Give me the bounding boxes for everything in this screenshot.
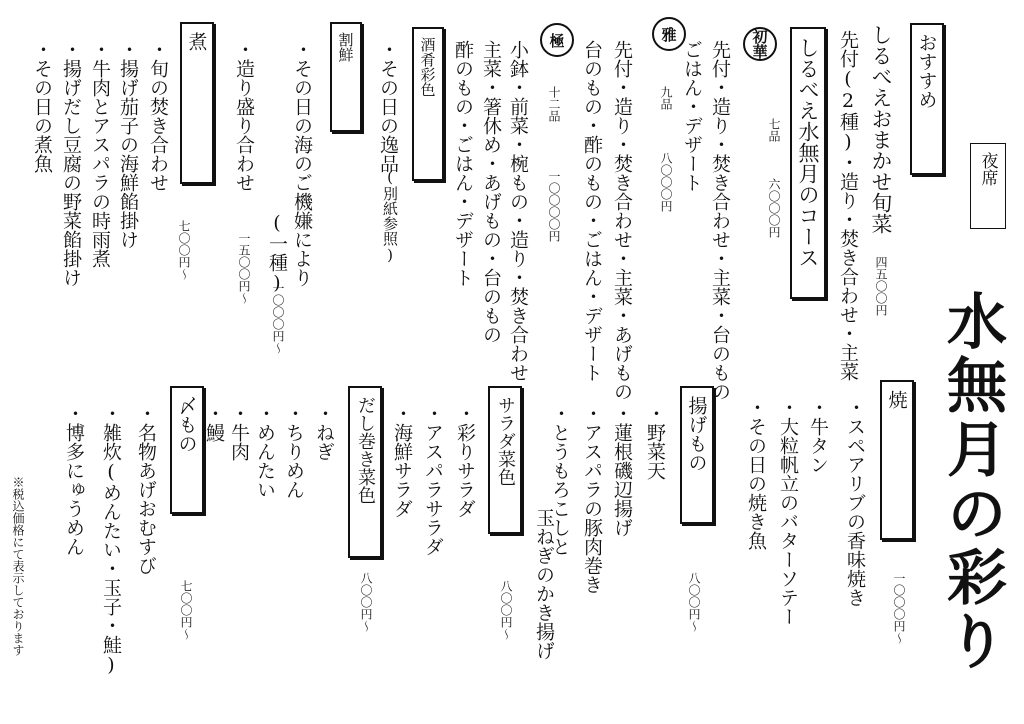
miyabi-badge: 雅	[652, 17, 686, 51]
yaki-item: ・大粒帆立のバターソテー	[777, 398, 799, 626]
ni-item: ・揚げ茄子の海鮮餡掛け	[117, 40, 139, 249]
tax-footnote: ※税込価格にて表示しております	[11, 476, 25, 656]
ni-item: ・揚げだし豆腐の野菜餡掛け	[60, 40, 82, 287]
hatsuhana-badge: 初華	[743, 27, 777, 61]
shime-heading: 〆もの	[170, 386, 204, 514]
ni-heading: 煮	[180, 22, 214, 184]
salad-item: ・海鮮サラダ	[391, 404, 413, 518]
dashimaki-heading: だし巻き菜色	[348, 386, 382, 558]
agemono-item: ・野菜天	[644, 404, 666, 480]
kiwami-line3: 酢のもの・ごはん・デザート	[452, 40, 474, 287]
yaki-price: 一〇〇〇円〜	[892, 572, 906, 644]
course-heading: しるべえ水無月のコース	[790, 27, 826, 299]
sakana-heading: 酒肴彩色	[412, 27, 444, 181]
yaki-item: ・牛タン	[807, 398, 829, 474]
kassen-item: ・その日の海のご機嫌により	[291, 40, 313, 287]
sakana-note: (別紙参照)	[381, 168, 399, 264]
salad-heading: サラダ菜色	[488, 386, 522, 534]
salad-item: ・アスパラサラダ	[422, 404, 444, 556]
omakase-desc: 先付(2種)・造り・焚き合わせ・主菜	[837, 30, 859, 381]
salad-item: ・彩りサラダ	[454, 404, 476, 518]
dashimaki-item: ・ねぎ	[313, 404, 335, 461]
omakase-price: 四五〇〇円	[874, 256, 888, 316]
yoseki-label: 夜席	[970, 143, 1006, 229]
hatsuhana-count: 七品	[767, 118, 781, 142]
miyabi-line1: 先付・造り・焚き合わせ・主菜・あげもの	[611, 40, 633, 401]
kassen-item3: ・造り盛り合わせ	[233, 40, 255, 192]
ni-item: ・旬の焚き合わせ	[147, 40, 169, 192]
ni-item: ・牛肉とアスパラの時雨煮	[89, 40, 111, 268]
kiwami-badge: 極	[540, 23, 574, 57]
yaki-heading: 焼	[880, 380, 914, 540]
miyabi-count: 九品	[659, 86, 673, 110]
dashimaki-item: ・牛肉	[228, 404, 250, 461]
kiwami-line2: 主菜・箸休め・あげもの・台のもの	[480, 40, 502, 344]
hatsuhana-line2: ごはん・デザート	[681, 40, 703, 192]
agemono-price: 八〇〇円〜	[687, 572, 701, 632]
shime-item: ・雑炊(めんたい・玉子・鮭)	[100, 404, 122, 676]
shime-price: 七〇〇円〜	[179, 580, 193, 640]
dashimaki-item: ・めんたい	[254, 404, 276, 499]
page-title: 水無月の彩り	[937, 290, 1007, 674]
kassen-price: 一〇〇〇円〜	[271, 282, 285, 354]
miyabi-line2: 台のもの・酢のもの・ごはん・デザート	[581, 40, 603, 382]
agemono-heading: 揚げもの	[680, 386, 714, 524]
shime-item: ・名物あげおむすび	[135, 404, 157, 575]
hatsuhana-line1: 先付・造り・焚き合わせ・主菜・台のもの	[709, 40, 731, 401]
kassen-heading: 割鮮	[330, 22, 362, 132]
kassen-price2: 一五〇〇円〜	[237, 232, 251, 304]
agemono-item: 玉ねぎのかき揚げ	[533, 508, 555, 660]
hatsuhana-price: 六〇〇〇円	[767, 178, 781, 238]
miyabi-price: 八〇〇〇円	[659, 152, 673, 212]
sakana-item: ・その日の逸品	[377, 40, 399, 173]
kiwami-price: 一〇〇〇〇円	[547, 170, 561, 242]
kiwami-count: 十二品	[547, 86, 561, 122]
dashimaki-item: ・鰻	[203, 404, 225, 442]
shime-item: ・博多にゅうめん	[63, 404, 85, 556]
yaki-item: ・その日の焼き魚	[745, 398, 767, 550]
omakase-name: しるべえおまかせ旬菜	[869, 24, 893, 234]
kassen-item2: (一種)	[266, 212, 288, 294]
kiwami-line1: 小鉢・前菜・椀もの・造り・焚き合わせ	[507, 40, 529, 382]
ni-item: ・その日の煮魚	[31, 40, 53, 173]
salad-price: 八〇〇円〜	[499, 580, 513, 640]
ni-price: 七〇〇円〜	[177, 220, 191, 280]
osusume-heading: おすすめ	[910, 23, 944, 175]
agemono-item: ・蓮根磯辺揚げ	[611, 404, 633, 537]
yaki-item: ・スペアリブの香味焼き	[844, 398, 866, 607]
dashimaki-item: ・ちりめん	[283, 404, 305, 499]
dashimaki-price: 八〇〇円〜	[359, 572, 373, 632]
agemono-item: ・とうもろこしと	[549, 404, 571, 556]
agemono-item: ・アスパラの豚肉巻き	[581, 404, 603, 594]
